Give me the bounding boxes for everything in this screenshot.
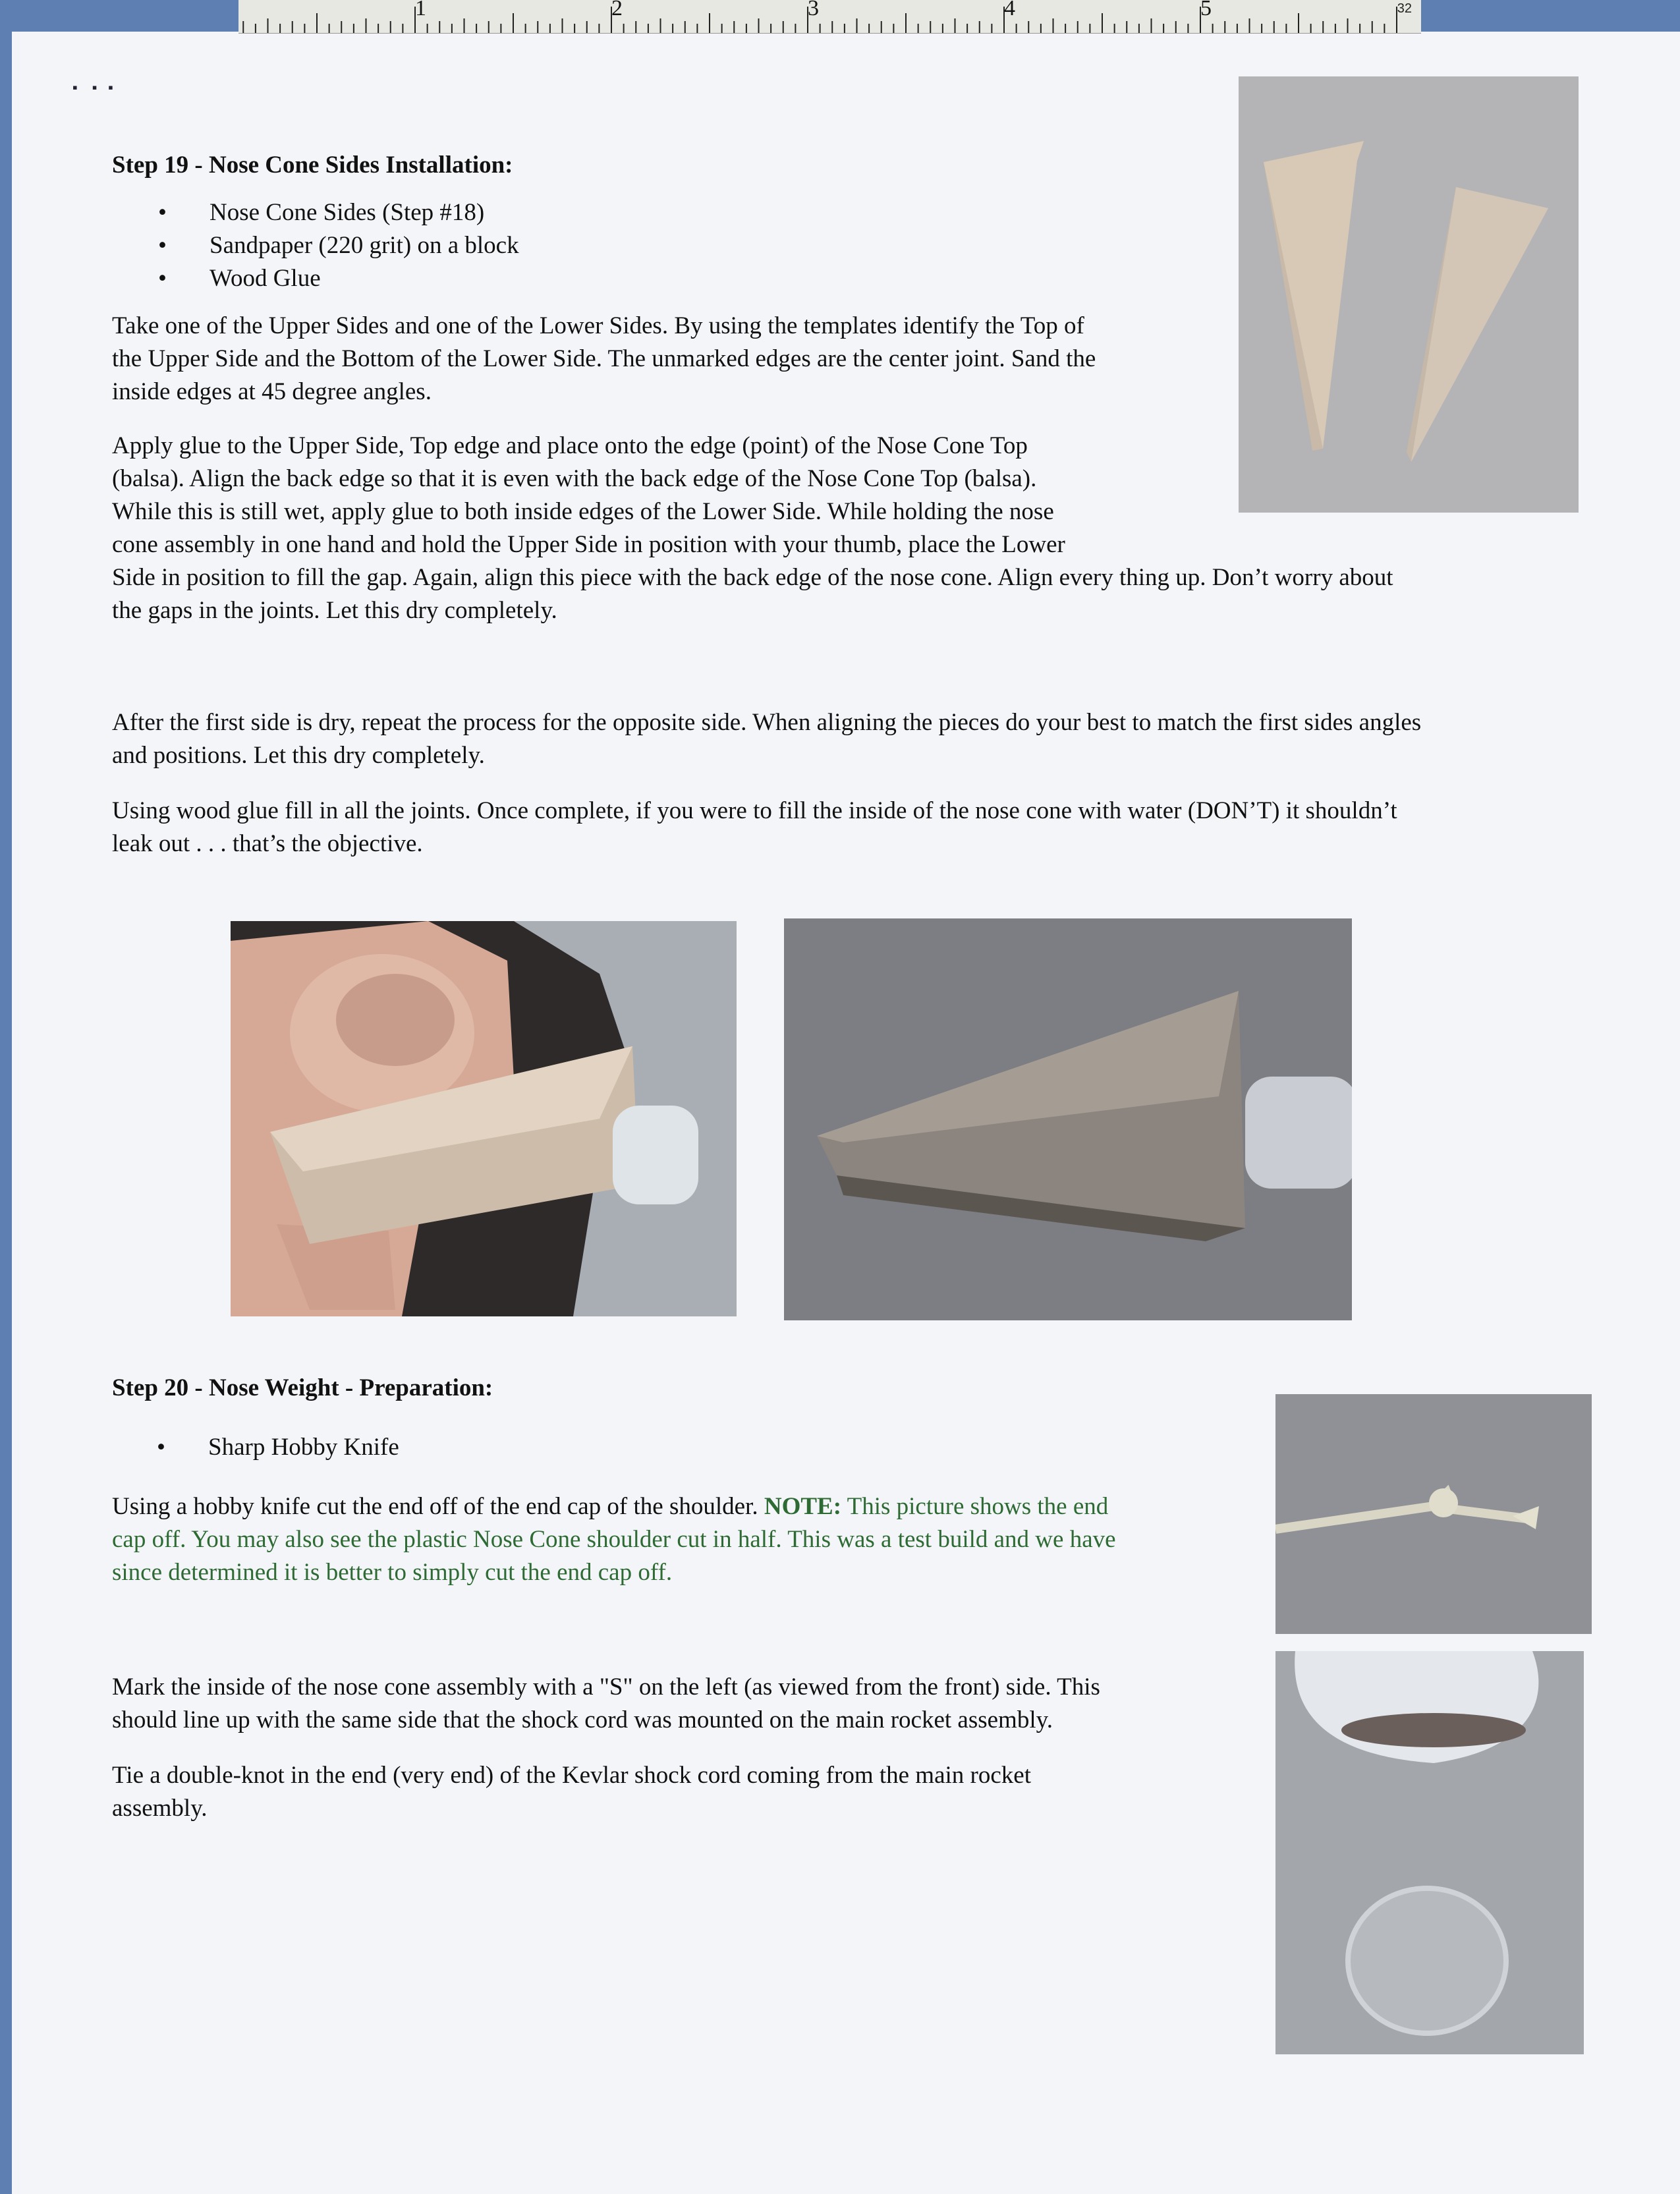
ruler-mark-3: 3 [808,0,819,20]
list-item: • Nose Cone Sides (Step #18) [158,199,485,226]
ruler-mark-2: 2 [611,0,623,20]
step20-heading: Step 20 - Nose Weight - Preparation: [112,1374,493,1401]
ruler-mark-5: 5 [1200,0,1212,20]
hand-holding-nose-cone-photo [231,921,737,1316]
step19-paragraph-1: Take one of the Upper Sides and one of the Lower Sides. By using the templates identify the Top of the Upper Side and the Bottom of the Lower Side. The unmarked edges are the center joint. Sand the inside edges at 45 degree angles. [112,312,1096,405]
list-item: • Sharp Hobby Knife [157,1434,399,1461]
step20-paragraph-3: Tie a double-knot in the end (very end) of the Kevlar shock cord coming from the main rocket assembly. [112,1762,1031,1822]
cut-end-cap-photo [1275,1651,1584,2054]
ruler [238,0,1421,34]
step19-materials [158,196,519,295]
step20-paragraph-2: Mark the inside of the nose cone assembly with a "S" on the left (as viewed from the front) side. This should line up with the same side that the shock cord was mounted on the main rocket assembly. [112,1674,1100,1733]
step19-paragraph-3: After the first side is dry, repeat the process for the opposite side. When aligning the pieces do your best to match the first sides angles and positions. Let this dry completely. [112,709,1422,769]
knotted-cord-photo [1275,1394,1592,1634]
step19-paragraph-2: Apply glue to the Upper Side, Top edge and place onto the edge (point) of the Nose Cone Top (balsa). Align the back edge so that it is even with the back edge of the Nose Cone Top (balsa). While this is still wet, apply glue to both inside edges of the Lower Side. While holding the nose cone assembly in one hand and hold the Upper Side in position with your thumb, place the Lower Side in position to fill the gap. Again, align this piece with the back edge of the nose cone. Align every thing up. Don’t worry about the gaps in the joints. Let this dry completely. [112,432,1393,624]
ruler-mark-1: 1 [415,0,426,20]
nose-cone-sides-photo [1239,76,1579,513]
step19-paragraph-4: Using wood glue fill in all the joints. Once complete, if you were to fill the inside of the nose cone with water (DON’T) it shouldn’t leak out . . . that’s the objective. [112,797,1397,857]
ruler-badge: 32 [1397,1,1412,16]
nose-cone-assembly-photo [784,918,1352,1320]
list-item: • Wood Glue [158,265,321,292]
ruler-mark-4: 4 [1004,0,1015,20]
step20-paragraph-1: Using a hobby knife cut the end off of the end cap of the shoulder. NOTE: This picture shows the end cap off. You may also see the plastic Nose Cone shoulder cut in half. This was a test build and we have since determined it is better to simply cut the end cap off. [112,1493,1116,1586]
step19-heading: Step 19 - Nose Cone Sides Installation: [112,152,513,179]
list-item: • Sandpaper (220 grit) on a block [158,232,519,259]
step20-materials [157,1431,399,1464]
scan-marks: ▪ ▪ ▪ [72,79,113,96]
note-label: NOTE: [764,1493,842,1520]
